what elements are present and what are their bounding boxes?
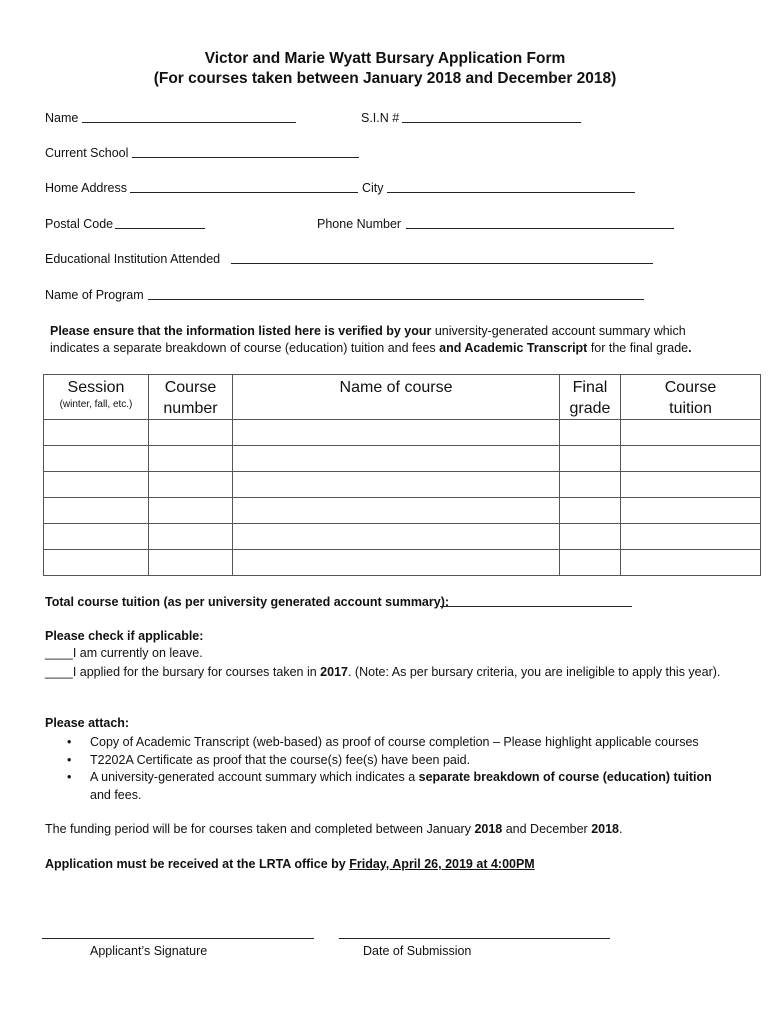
session-cell[interactable] [44, 524, 149, 550]
table-row [44, 524, 761, 550]
prior-application-checkbox-blank[interactable]: ____ [45, 665, 73, 679]
final-grade-cell[interactable] [560, 420, 621, 446]
sin-field-line[interactable] [402, 110, 581, 123]
city-label: City [362, 181, 384, 195]
table-row [44, 498, 761, 524]
bullet-icon: • [67, 770, 72, 784]
on-leave-text: I am currently on leave. [72, 646, 203, 660]
on-leave-checkbox-blank[interactable]: ____ [45, 646, 73, 660]
program-label: Name of Program [45, 288, 144, 302]
session-header-label: Session [67, 379, 125, 396]
attach-item-transcript: Copy of Academic Transcript (web-based) as proof of course completion – Please highlight applicable courses [90, 735, 699, 749]
bullet-icon: • [67, 752, 72, 767]
notice-text-1: university-generated account summary which indicates a separate breakdown of course (education) tuition and fees [50, 324, 686, 355]
notice-bold-2: and Academic Transcript [439, 341, 588, 355]
final-grade-cell[interactable] [560, 472, 621, 498]
attach-item-summary-bold: separate breakdown of course (education) tuition [418, 770, 712, 784]
final-grade-cell[interactable] [560, 446, 621, 472]
form-subtitle: (For courses taken between January 2018 and December 2018) [153, 70, 617, 87]
course-name-cell[interactable] [233, 420, 560, 446]
funding-period-text [45, 822, 622, 836]
course-name-cell[interactable] [233, 524, 560, 550]
attach-list [45, 734, 735, 804]
funding-text-c: . [619, 822, 623, 836]
funding-year-start: 2018 [474, 822, 503, 836]
postal-code-label: Postal Code [45, 217, 114, 231]
session-cell[interactable] [44, 446, 149, 472]
course-name-header-label: Name of course [339, 379, 453, 396]
session-header [44, 375, 149, 420]
name-field-line[interactable] [82, 110, 296, 123]
session-header-hint: (winter, fall, etc.) [59, 399, 133, 410]
postal-code-line[interactable] [115, 216, 205, 229]
course-table [43, 374, 761, 576]
funding-year-end: 2018 [591, 822, 619, 836]
current-school-label: Current School [45, 146, 129, 160]
course-number-cell[interactable] [149, 420, 233, 446]
total-tuition-line[interactable] [440, 594, 632, 607]
course-tuition-cell[interactable] [621, 472, 761, 498]
table-row [44, 550, 761, 576]
deadline-text-a: Application must be received at the LRTA office by [45, 857, 350, 871]
course-number-header [149, 375, 233, 420]
attach-heading: Please attach: [45, 716, 130, 730]
course-number-cell[interactable] [149, 498, 233, 524]
program-line[interactable] [148, 287, 644, 300]
deadline-text [45, 857, 535, 871]
course-number-cell[interactable] [149, 446, 233, 472]
notice-text-2: for the final grade [587, 341, 689, 355]
course-number-cell[interactable] [149, 524, 233, 550]
on-leave-option[interactable] [45, 646, 203, 660]
course-tuition-header [621, 375, 761, 420]
course-tuition-cell[interactable] [621, 420, 761, 446]
course-name-cell[interactable] [233, 498, 560, 524]
attach-item-summary-a: A university-generated account summary which indicates a [90, 770, 419, 784]
home-address-label: Home Address [45, 181, 127, 195]
signature-line[interactable] [42, 938, 314, 939]
name-field-label: Name [45, 111, 79, 125]
total-tuition-label: Total course tuition (as per university generated account summary): [45, 595, 450, 609]
table-row [44, 420, 761, 446]
sin-field-label: S.I.N # [361, 111, 400, 125]
course-tuition-cell[interactable] [621, 524, 761, 550]
institution-line[interactable] [231, 251, 653, 264]
prior-application-year: 2017 [320, 665, 348, 679]
course-tuition-header-line1: Course [664, 379, 717, 396]
deadline-date: Friday, April 26, 2019 at 4:00PM [349, 857, 535, 871]
list-item [45, 752, 735, 770]
home-address-line[interactable] [130, 180, 358, 193]
notice-bold-1: Please ensure that the information listed here is verified by your [50, 324, 432, 338]
city-line[interactable] [387, 180, 635, 193]
institution-label: Educational Institution Attended [45, 252, 221, 266]
form-title: Victor and Marie Wyatt Bursary Application Form [204, 50, 566, 67]
attach-item-t2202a: T2202A Certificate as proof that the course(s) fee(s) have been paid. [90, 752, 471, 767]
final-grade-header-line1: Final [572, 379, 608, 396]
prior-application-text-b: . (Note: As per bursary criteria, you are ineligible to apply this year). [347, 665, 721, 679]
verification-notice [50, 323, 730, 357]
prior-application-text-a: I applied for the bursary for courses taken in [72, 665, 321, 679]
signature-label: Applicant’s Signature [90, 944, 208, 958]
final-grade-cell[interactable] [560, 550, 621, 576]
course-number-header-line1: Course [164, 379, 217, 396]
session-cell[interactable] [44, 498, 149, 524]
table-row [44, 472, 761, 498]
session-cell[interactable] [44, 420, 149, 446]
current-school-line[interactable] [132, 145, 359, 158]
date-line[interactable] [339, 938, 610, 939]
course-name-cell[interactable] [233, 472, 560, 498]
prior-application-option[interactable] [45, 664, 735, 682]
course-tuition-cell[interactable] [621, 550, 761, 576]
course-name-cell[interactable] [233, 446, 560, 472]
bullet-icon: • [67, 735, 72, 749]
course-tuition-cell[interactable] [621, 498, 761, 524]
funding-text-a: The funding period will be for courses taken and completed between January [45, 822, 475, 836]
final-grade-cell[interactable] [560, 524, 621, 550]
course-name-cell[interactable] [233, 550, 560, 576]
final-grade-header [560, 375, 621, 420]
table-header-row [44, 375, 761, 420]
course-number-cell[interactable] [149, 472, 233, 498]
course-number-header-line2: number [163, 400, 218, 417]
notice-end: . [688, 341, 692, 355]
course-tuition-header-line2: tuition [669, 400, 712, 417]
funding-text-b: and December [502, 822, 592, 836]
final-grade-cell[interactable] [560, 498, 621, 524]
session-cell[interactable] [44, 550, 149, 576]
list-item [45, 769, 735, 804]
table-row [44, 446, 761, 472]
phone-number-line[interactable] [406, 216, 674, 229]
date-label: Date of Submission [363, 944, 472, 958]
list-item [45, 734, 735, 752]
check-heading: Please check if applicable: [45, 629, 204, 643]
course-tuition-cell[interactable] [621, 446, 761, 472]
attach-item-summary-b: and fees. [90, 787, 142, 802]
course-number-cell[interactable] [149, 550, 233, 576]
phone-number-label: Phone Number [317, 217, 402, 231]
session-cell[interactable] [44, 472, 149, 498]
course-name-header [233, 375, 560, 420]
final-grade-header-line2: grade [569, 400, 611, 417]
